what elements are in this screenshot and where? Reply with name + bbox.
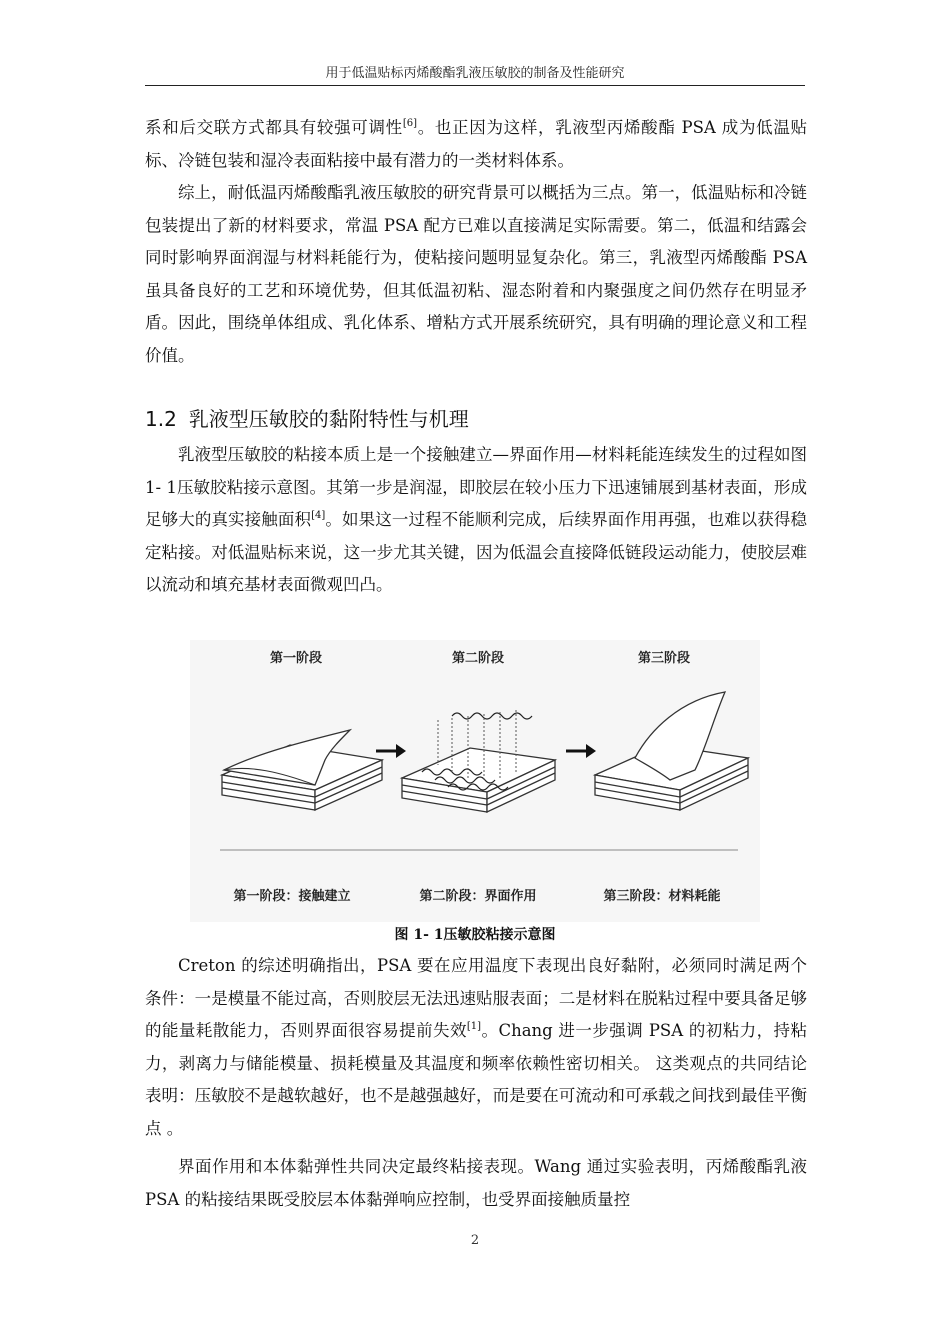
paragraph-5: 界面作用和本体黏弹性共同决定最终粘接表现。Wang 通过实验表明，丙烯酸酯乳液 PSA 的粘接结果既受胶层本体黏弹响应控制，也受界面接触质量控 — [145, 1157, 807, 1209]
arrow-icon — [376, 744, 406, 758]
citation-6: [6] — [402, 118, 418, 129]
stage-2-substrate — [402, 748, 555, 812]
arrow-icon — [566, 744, 596, 758]
paragraph-3 — [145, 439, 807, 602]
page-number: 2 — [470, 1233, 480, 1248]
header-rule — [145, 85, 805, 86]
stage-2-label: 第二阶段：界面作用 — [419, 889, 537, 904]
section-number: 1.2 — [145, 407, 177, 431]
paragraph-3-text-b: 。如果这一过程不能顺利完成，后续界面作用再强，也难以获得稳定粘接。对低温贴标来说，这一步尤其关键，因为低温会直接降低链段运动能力，使胶层难以流动和填充基材表面微观凹凸。 — [145, 510, 808, 595]
adhesion-stages-figure — [190, 640, 760, 922]
section-title: 乳液型压敏胶的黏附特性与机理 — [188, 407, 469, 431]
figure-caption: 图 1- 1压敏胶粘接示意图 — [394, 927, 556, 943]
paragraph-1-text-b: 。也正因为这样，乳液型丙烯酸酯 PSA 成为低温贴标、冷链包装和湿冷表面粘接中最有潜力的一类材料体系。 — [145, 118, 808, 170]
running-header: 用于低温贴标丙烯酸酯乳液压敏胶的制备及性能研究 — [325, 66, 625, 81]
stage-1-label: 第一阶段：接触建立 — [233, 889, 351, 904]
citation-1: [1] — [466, 1021, 482, 1033]
paragraph-1-text-a: 系和后交联方式都具有较强可调性 — [145, 118, 403, 137]
stage-3-title: 第三阶段 — [637, 651, 691, 666]
paragraph-4 — [145, 950, 807, 1146]
paragraph-3-text-a: 乳液型压敏胶的粘接本质上是一个接触建立—界面作用—材料耗能连续发生的过程如图1- 1压敏胶粘接示意图。其第一步是润湿，即胶层在较小压力下迅速铺展到基材表面，形成足够大的真实接触面积 — [145, 445, 807, 530]
paragraph-1 — [145, 112, 807, 177]
figure-illustration — [190, 640, 760, 922]
section-heading — [145, 403, 469, 432]
paragraph-4-text-b: 。Chang 进一步强调 PSA 的初粘力，持粘力，剥离力与储能模量、损耗模量及其温度和频率依赖性密切相关。 这类观点的共同结论表明：压敏胶不是越软越好，也不是越强越好，而是要在可流动和可承载之间找到最佳平衡点 。 — [145, 1021, 807, 1138]
paragraph-4-text-a: Creton 的综述明确指出，PSA 要在应用温度下表现出良好黏附，必须同时满足两个条件：一是模量不能过高，否则胶层无法迅速贴服表面；二是材料在脱粘过程中要具备足够的能量耗散能力，否则界面很容易提前失效 — [145, 956, 807, 1041]
stage-3-label: 第三阶段：材料耗能 — [603, 889, 721, 904]
stage-1-title: 第一阶段 — [269, 651, 323, 666]
citation-4: [4] — [311, 510, 326, 522]
stage-2-title: 第二阶段 — [451, 651, 505, 666]
paragraph-2: 综上，耐低温丙烯酸酯乳液压敏胶的研究背景可以概括为三点。第一，低温贴标和冷链包装提出了新的材料要求，常温 PSA 配方已难以直接满足实际需要。第二，低温和结露会同时影响界面润湿与材料耗能行为，使粘接问题明显复杂化。第三，乳液型丙烯酸酯 PSA 虽具备良好的工艺和环境优势，但其低温初粘、湿态附着和内聚强度之间仍然存在明显矛盾。因此，围绕单体组成、乳化体系、增粘方式开展系统研究，具有明确的理论意义和工程价值。 — [145, 183, 807, 365]
